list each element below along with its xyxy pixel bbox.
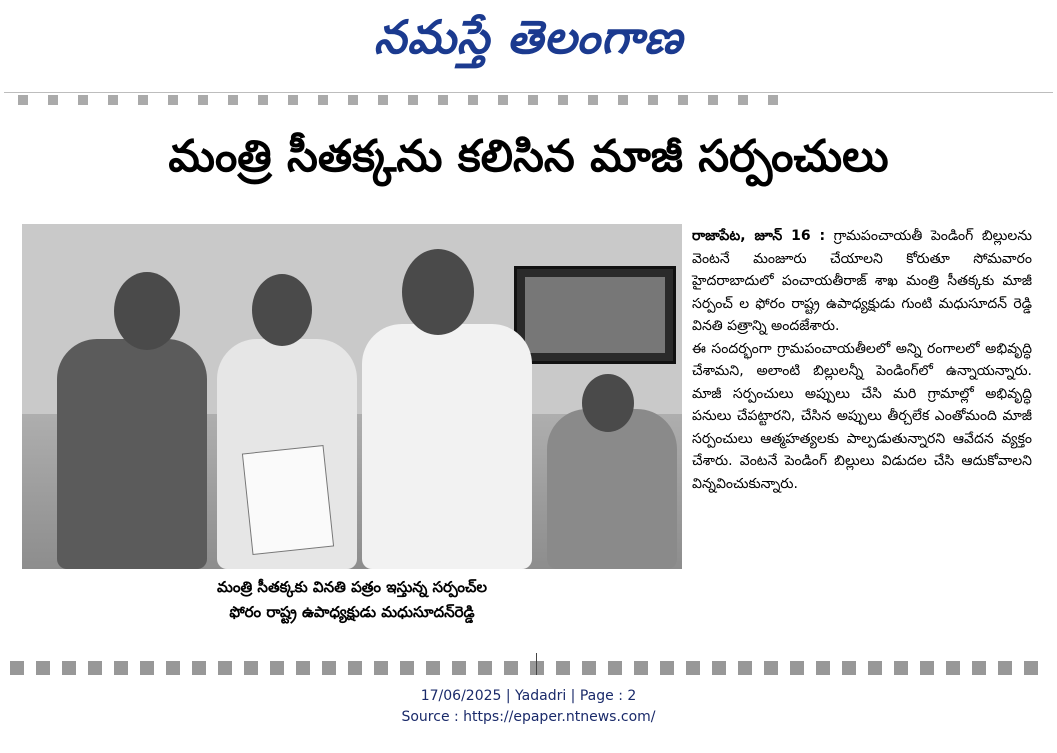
person-3 bbox=[362, 324, 532, 569]
cropped-text-strip bbox=[18, 95, 778, 105]
column-divider bbox=[536, 653, 537, 675]
petition-document bbox=[242, 445, 334, 555]
newspaper-logo: నమస్తే తెలంగాణ bbox=[373, 10, 684, 64]
photo-caption bbox=[22, 575, 682, 625]
footer-date-edition: 17/06/2025 | Yadadri | Page : 2 bbox=[420, 688, 637, 704]
article-body bbox=[692, 225, 1032, 495]
footer bbox=[0, 686, 1057, 728]
article-paragraph-2: ఈ సందర్భంగా గ్రామపంచాయతీలలో అన్ని రంగాలలో అభివృద్ధి చేశామని, అలాంటి బిల్లులన్నీ పెండింగ్‌లో ఉన్నాయన్నారు. మాజీ సర్పంచులు అప్పులు చేసి మరి గ్రామాల్లో అభివృద్ధి పనులు చేపట్టారని, చేసిన అప్పులు తీర్చలేక ఎంతోమంది మాజీ సర్పంచులు ఆత్మహత్యలకు పాల్పడుతున్నారని ఆవేదన వ్యక్తం చేశారు. వెంటనే పెండింగ్‌ బిల్లులు విడుదల చేసి ఆదుకోవాలని విన్నవించుకున్నారు. bbox=[692, 340, 1032, 492]
news-clipping bbox=[4, 92, 1053, 675]
caption-line-1: మంత్రి సీతక్కకు వినతి పత్రం ఇస్తున్న సర్పంచ్‌ల bbox=[216, 578, 487, 596]
masthead bbox=[0, 0, 1057, 86]
footer-source: Source : https://epaper.ntnews.com/ bbox=[401, 709, 656, 725]
person-minister bbox=[57, 339, 207, 569]
dateline: రాజాపేట, జూన్‌ 16 : bbox=[692, 228, 826, 244]
person-4-seated bbox=[547, 409, 677, 569]
caption-line-2: ఫోరం రాష్ట్ర ఉపాధ్యక్షుడు మధుసూదన్‌రెడ్డి bbox=[229, 603, 475, 621]
cropped-next-headline bbox=[10, 661, 1050, 675]
article-headline: మంత్రి సీతక్కను కలిసిన మాజీ సర్పంచులు bbox=[168, 131, 889, 182]
article-paragraph-1: రాజాపేట, జూన్‌ 16 : గ్రామపంచాయతీ పెండింగ్‌ బిల్లులను వెంటనే మంజూరు చేయాలని కోరుతూ సోమవారం హైదరాబాదులో పంచాయతీరాజ్‌ శాఖ మంత్రి సీతక్కకు మాజీ సర్పంచ్‌ ల ఫోరం రాష్ట్ర ఉపాధ్యక్షుడు గుంటి మధుసూదన్‌ రెడ్డి వినతి పత్రాన్ని అందజేశారు. bbox=[692, 228, 1032, 334]
tv-screen-image bbox=[514, 266, 676, 364]
article-photo bbox=[22, 224, 682, 569]
